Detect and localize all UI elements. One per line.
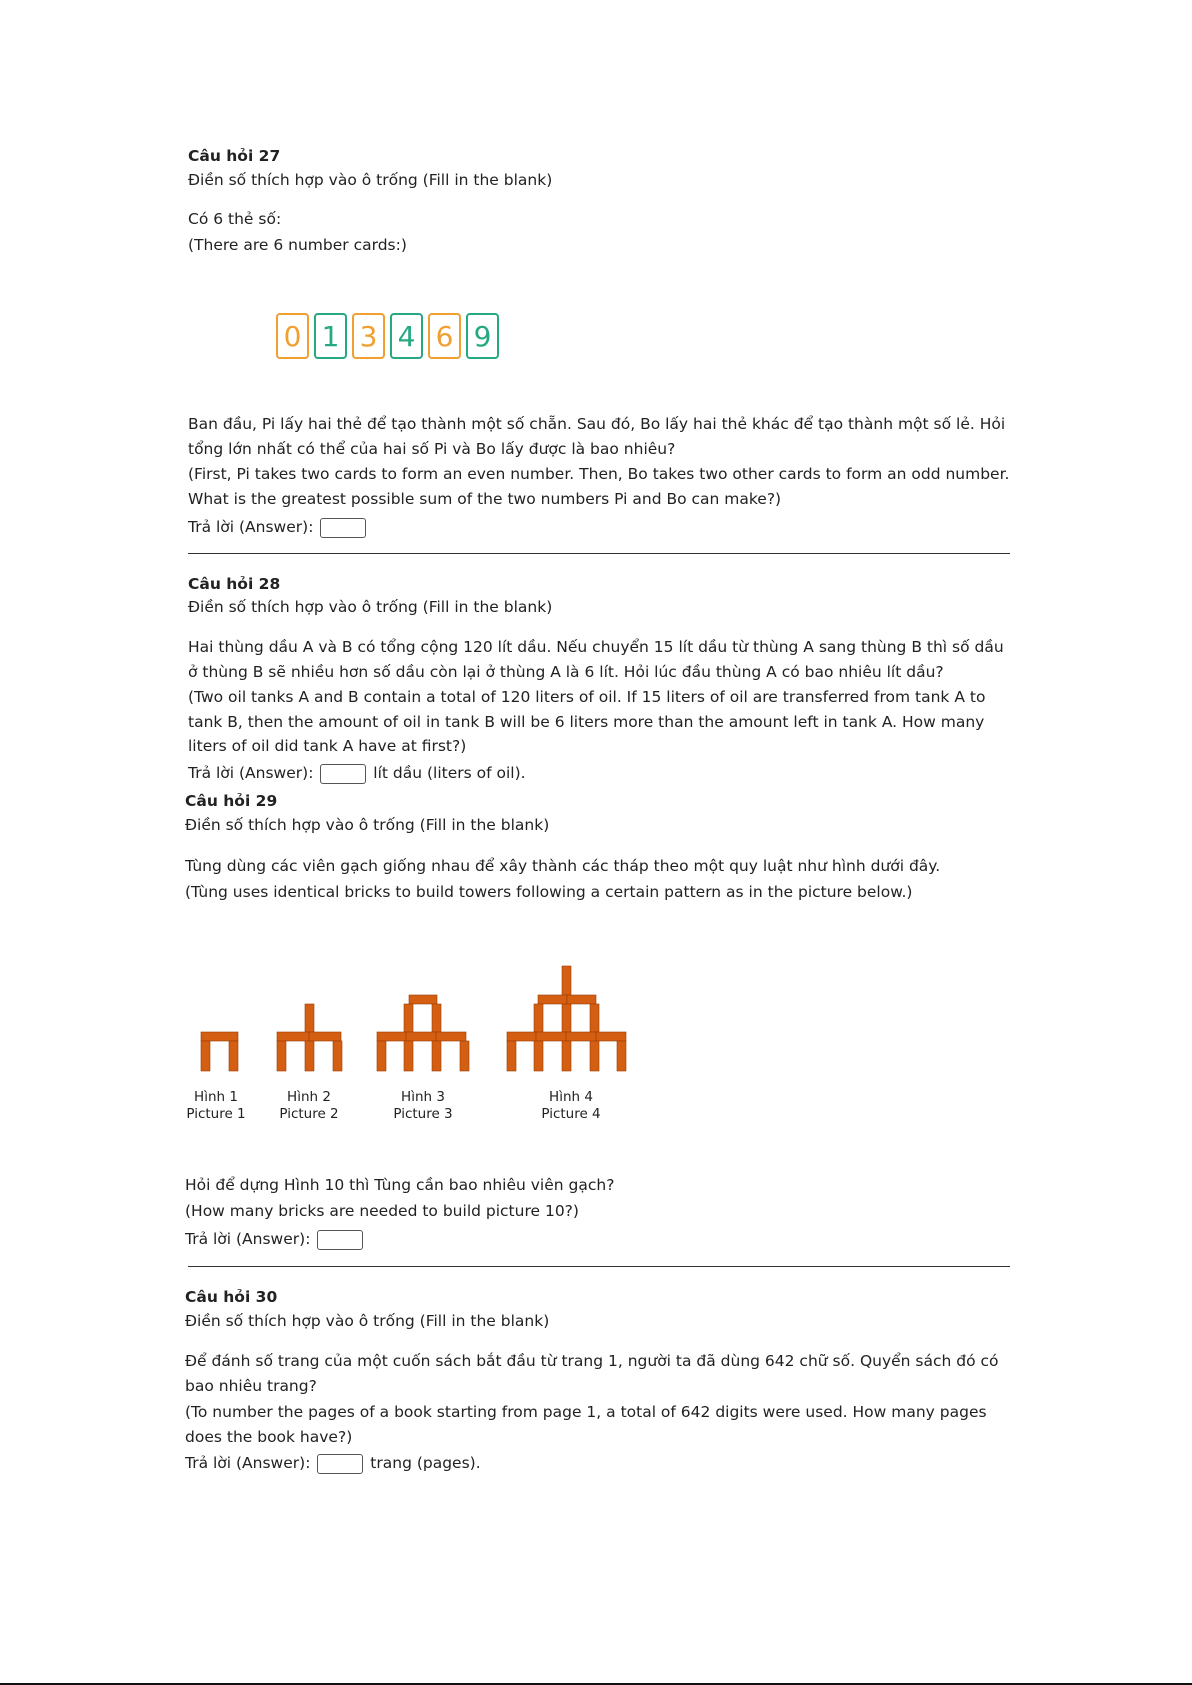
picture-label-en: Picture 3 [393, 1106, 453, 1122]
q29-intro-vi: Tùng dùng các viên gạch giống nhau để xây thành các tháp theo một quy luật như hình dưới đây. [185, 857, 941, 875]
tower-picture-1 [201, 1032, 238, 1071]
q29-question-vi: Hỏi để dựng Hình 10 thì Tùng cần bao nhiêu viên gạch? [185, 1176, 615, 1194]
picture-label-vi: Hình 3 [401, 1089, 445, 1105]
q27-answer-row [188, 515, 368, 539]
q27-title: Câu hỏi 27 [188, 147, 281, 165]
picture-1-caption [171, 1089, 261, 1123]
q28-answer-input[interactable] [320, 764, 366, 784]
tower-picture-3 [377, 995, 469, 1071]
q30-answer-suffix: trang (pages). [370, 1454, 481, 1472]
q28-title: Câu hỏi 28 [188, 575, 281, 593]
q27-answer-label: Trả lời (Answer): [188, 518, 314, 536]
q28-instruction: Điền số thích hợp vào ô trống (Fill in the blank) [188, 598, 553, 616]
number-cards [276, 313, 499, 359]
divider [188, 553, 1010, 554]
q30-answer-label: Trả lời (Answer): [185, 1454, 311, 1472]
q29-question-en: (How many bricks are needed to build picture 10?) [185, 1202, 579, 1220]
number-card: 1 [314, 313, 347, 359]
picture-4-caption [526, 1089, 616, 1123]
q27-answer-input[interactable] [320, 518, 366, 538]
q27-intro-vi: Có 6 thẻ số: [188, 210, 282, 228]
picture-label-en: Picture 2 [279, 1106, 339, 1122]
picture-label-en: Picture 1 [186, 1106, 246, 1122]
number-card: 6 [428, 313, 461, 359]
number-card: 4 [390, 313, 423, 359]
picture-2-caption [264, 1089, 354, 1123]
picture-label-vi: Hình 4 [549, 1089, 593, 1105]
divider [188, 1266, 1010, 1267]
q27-text-en: (First, Pi takes two cards to form an even number. Then, Bo takes two other cards to form an odd number. What is the greatest possible sum of the two numbers Pi and Bo can make?) [188, 465, 1010, 508]
number-card: 0 [276, 313, 309, 359]
q30-title: Câu hỏi 30 [185, 1288, 278, 1306]
q29-title: Câu hỏi 29 [185, 792, 278, 810]
number-card: 9 [466, 313, 499, 359]
q28-answer-suffix: lít dầu (liters of oil). [373, 764, 526, 782]
tower-picture-4 [507, 966, 626, 1071]
number-card: 3 [352, 313, 385, 359]
q27-text-vi: Ban đầu, Pi lấy hai thẻ để tạo thành một số chẵn. Sau đó, Bo lấy hai thẻ khác để tạo thành một số lẻ. Hỏi tổng lớn nhất có thể của hai số Pi và Bo lấy được là bao nhiêu? [188, 415, 1006, 458]
q29-answer-input[interactable] [317, 1230, 363, 1250]
picture-label-vi: Hình 1 [194, 1089, 238, 1105]
q29-answer-label: Trả lời (Answer): [185, 1230, 311, 1248]
q30-answer-input[interactable] [317, 1454, 363, 1474]
q30-text-vi: Để đánh số trang của một cuốn sách bắt đầu từ trang 1, người ta đã dùng 642 chữ số. Quyển sách đó có bao nhiêu trang? [185, 1352, 999, 1395]
q29-answer-row [185, 1227, 365, 1251]
q30-answer-row [185, 1451, 481, 1475]
picture-label-en: Picture 4 [541, 1106, 601, 1122]
tower-picture-2 [277, 1004, 342, 1071]
picture-label-vi: Hình 2 [287, 1089, 331, 1105]
q29-intro-en: (Tùng uses identical bricks to build towers following a certain pattern as in the picture below.) [185, 883, 913, 901]
q28-answer-label: Trả lời (Answer): [188, 764, 314, 782]
q28-text-en: (Two oil tanks A and B contain a total of 120 liters of oil. If 15 liters of oil are transferred from tank A to tank B, then the amount of oil in tank B will be 6 liters more than the amount left in tank A. How many liters of oil did tank A have at first?) [188, 688, 986, 755]
q30-text-en: (To number the pages of a book starting from page 1, a total of 642 digits were used. How many pages does the book have?) [185, 1403, 987, 1446]
q30-instruction: Điền số thích hợp vào ô trống (Fill in the blank) [185, 1312, 550, 1330]
picture-3-caption [378, 1089, 468, 1123]
q28-answer-row [188, 761, 526, 785]
q27-instruction: Điền số thích hợp vào ô trống (Fill in the blank) [188, 171, 553, 189]
q28-text-vi: Hai thùng dầu A và B có tổng cộng 120 lít dầu. Nếu chuyển 15 lít dầu từ thùng A sang thùng B thì số dầu ở thùng B sẽ nhiều hơn số dầu còn lại ở thùng A là 6 lít. Hỏi lúc đầu thùng A có bao nhiêu lít dầu? [188, 638, 1004, 681]
q27-intro-en: (There are 6 number cards:) [188, 236, 407, 254]
q29-instruction: Điền số thích hợp vào ô trống (Fill in the blank) [185, 816, 550, 834]
